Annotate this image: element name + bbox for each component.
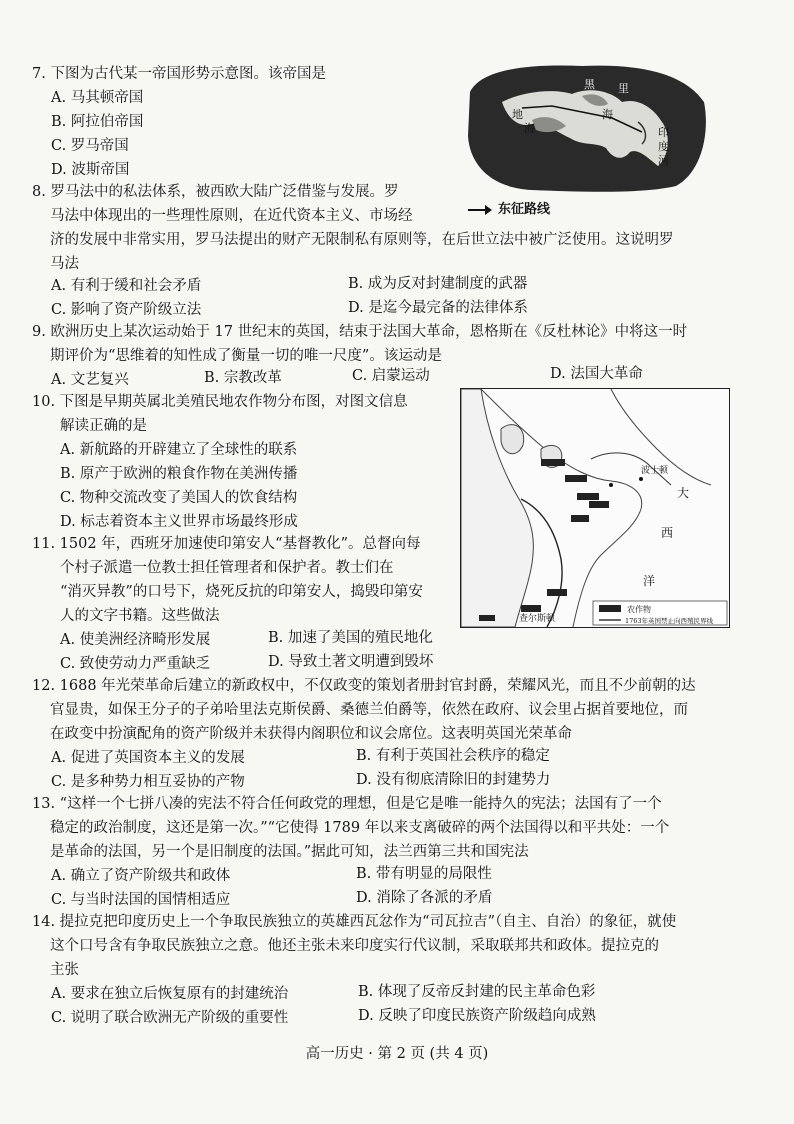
q11-stem-line-3: “消灭异教”的口号下，烧死反抗的印第安人，捣毁印第安: [60, 584, 423, 600]
q10-stem-line-2: 解读正确的是: [60, 418, 147, 434]
map1-label-hai-2: 海: [602, 108, 613, 121]
empire-map: [462, 62, 710, 194]
q10-stem-line-1: 10. 下图是早期英属北美殖民地农作物分布图，对图文信息: [32, 394, 408, 410]
colonies-crop-map: [460, 388, 730, 628]
q12-option-c: C. 是多种势力相互妥协的产物: [51, 774, 245, 790]
q10-option-a: A. 新航路的开辟建立了全球性的联系: [60, 442, 298, 458]
map1-label-hei: 黑: [584, 78, 595, 91]
map1-label-li: 里: [618, 82, 629, 95]
q14-stem-line-2: 这个口号含有争取民族独立之意。他还主张未来印度实行代议制，采取联邦共和政体。提拉克的: [50, 938, 659, 954]
q12-option-d: D. 没有彻底清除旧的封建势力: [356, 772, 551, 788]
q11-option-c: C. 致使劳动力严重缺乏: [60, 656, 211, 672]
q7-option-b: B. 阿拉伯帝国: [51, 114, 144, 130]
map1-label-du: 度: [658, 140, 669, 153]
q11-option-a: A. 使美洲经济畸形发展: [60, 632, 211, 648]
q12-stem-line-3: 在政变中扮演配角的资产阶级并未获得内阁职位和议会席位。这表明英国光荣革命: [50, 726, 572, 742]
q11-stem-line-2: 个村子派遣一位教士担任管理者和保护者。教士们在: [60, 560, 394, 576]
q8-option-d: D. 是迄今最完备的法律体系: [348, 300, 528, 316]
map1-label-hai-1: 海: [524, 122, 535, 135]
map1-label-di: 地: [512, 108, 523, 121]
map2-label-da: 大: [677, 486, 690, 500]
map2-label-boston: 波士顿: [641, 466, 669, 476]
q10-option-c: C. 物种交流改变了美国人的饮食结构: [60, 490, 298, 506]
q14-option-a: A. 要求在独立后恢复原有的封建统治: [51, 986, 289, 1002]
map1-legend: 东征路线: [468, 198, 550, 217]
q12-stem-line-1: 12. 1688 年光荣革命后建立的新政权中，不仅政变的策划者册封官封爵，荣耀风光，而且不少前朝的达: [32, 678, 696, 694]
q8-option-c: C. 影响了资产阶级立法: [51, 302, 202, 318]
q11-option-d: D. 导致土著文明遭到毁坏: [268, 654, 434, 670]
q13-stem-line-2: 稳定的政治制度，这还是第一次。”“它使得 1789 年以来支离破碎的两个法国得以和平共处：一个: [50, 820, 670, 836]
q10-option-d: D. 标志着资本主义世界市场最终形成: [60, 514, 298, 530]
q13-option-c: C. 与当时法国的国情相适应: [51, 892, 231, 908]
q9-stem-line-1: 9. 欧洲历史上某次运动始于 17 世纪末的英国，结束于法国大革命，恩格斯在《反杜林论》中将这一时: [32, 324, 688, 340]
q13-option-b: B. 带有明显的局限性: [356, 866, 492, 882]
map2-label-yang: 洋: [643, 574, 656, 588]
q9-option-b: B. 宗教改革: [204, 370, 282, 386]
q12-stem-line-2: 官显贵，如保王分子的子弟哈里法克斯侯爵、桑德兰伯爵等，依然在政府、议会里占据首要地位，而: [50, 702, 688, 718]
q14-option-c: C. 说明了联合欧洲无产阶级的重要性: [51, 1010, 289, 1026]
q13-stem-line-3: 是革命的法国，另一个是旧制度的法国。”据此可知，法兰西第三共和国宪法: [50, 844, 529, 860]
q8-stem-line-4: 马法: [50, 256, 79, 272]
map2-legend-line: 1763年英国禁止向西殖民界线: [625, 617, 714, 625]
q13-option-a: A. 确立了资产阶级共和政体: [51, 868, 231, 884]
q7-stem: 7. 下图为古代某一帝国形势示意图。该帝国是: [32, 66, 326, 82]
map2-label-charleston: 查尔斯顿: [519, 614, 556, 624]
q14-stem-line-3: 主张: [50, 962, 79, 978]
q8-stem-line-2: 马法中体现出的一些理性原则，在近代资本主义、市场经: [50, 208, 413, 224]
q14-option-b: B. 体现了反帝反封建的民主革命色彩: [358, 984, 596, 1000]
q7-option-c: C. 罗马帝国: [51, 138, 129, 154]
q10-option-b: B. 原产于欧洲的粮食作物在美洲传播: [60, 466, 298, 482]
q8-stem-line-1: 8. 罗马法中的私法体系，被西欧大陆广泛借鉴与发展。罗: [32, 184, 399, 200]
q8-stem-line-3: 济的发展中非常实用，罗马法提出的财产无限制私有原则等，在后世立法中被广泛使用。这说明罗: [50, 232, 674, 248]
q12-option-a: A. 促进了英国资本主义的发展: [51, 750, 245, 766]
map1-label-yin: 印: [658, 126, 669, 139]
q8-option-a: A. 有利于缓和社会矛盾: [51, 278, 202, 294]
q7-option-a: A. 马其顿帝国: [51, 90, 144, 106]
q13-option-d: D. 消除了各派的矛盾: [356, 890, 493, 906]
q11-option-b: B. 加速了美国的殖民地化: [268, 630, 433, 646]
q9-option-a: A. 文艺复兴: [51, 372, 129, 388]
q11-stem-line-4: 人的文字书籍。这些做法: [60, 608, 220, 624]
map1-label-he: 河: [658, 154, 669, 167]
map2-legend-crops: 农作物: [627, 605, 651, 614]
q14-option-d: D. 反映了印度民族资产阶级趋向成熟: [358, 1008, 596, 1024]
page-footer: 高一历史 · 第 2 页 (共 4 页): [305, 1046, 489, 1062]
map2-label-xi: 西: [661, 526, 674, 540]
arrow-icon: [468, 209, 490, 211]
q9-stem-line-2: 期评价为“思维着的知性成了衡量一切的唯一尺度”。该运动是: [50, 348, 442, 364]
q8-option-b: B. 成为反对封建制度的武器: [348, 276, 528, 292]
q9-option-d: D. 法国大革命: [550, 366, 643, 382]
q7-option-d: D. 波斯帝国: [51, 162, 130, 178]
q14-stem-line-1: 14. 提拉克把印度历史上一个争取民族独立的英雄西瓦忿作为“司瓦拉吉”（自主、自治）的象征，就使: [32, 914, 677, 930]
q11-stem-line-1: 11. 1502 年，西班牙加速使印第安人“基督教化”。总督向每: [32, 536, 421, 552]
q13-stem-line-1: 13. “这样一个七拼八凑的宪法不符合任何政党的理想，但是它是唯一能持久的宪法；法国有了一个: [32, 796, 662, 812]
q12-option-b: B. 有利于英国社会秩序的稳定: [356, 748, 550, 764]
q9-option-c: C. 启蒙运动: [352, 368, 430, 384]
